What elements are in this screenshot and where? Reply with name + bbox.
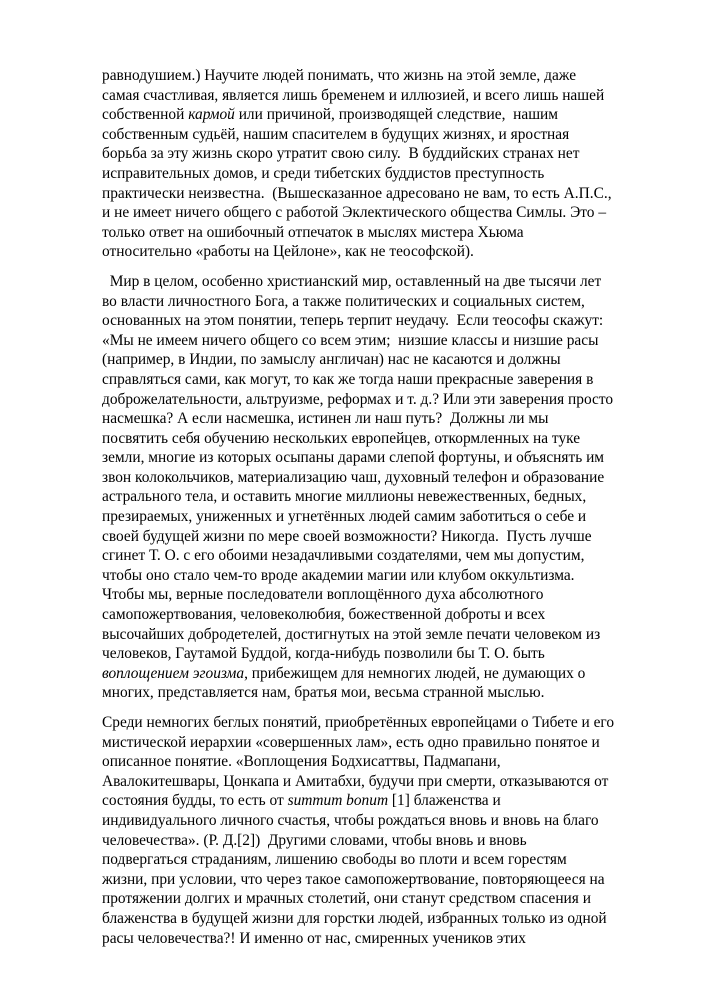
- text-segment: человеков, Гаутамой Буддой, когда-нибудь позволили бы Т. О. быть: [102, 645, 545, 663]
- text-line: [102, 242, 662, 262]
- text-segment: практически неизвестна. (Вышесказанное адресовано не вам, то есть А.П.С.,: [102, 184, 612, 202]
- text-segment: астрального тела, и оставить многие миллионы невежественных, бедных,: [102, 488, 587, 506]
- text-segment: доброжелательности, альтруизме, реформах и т. д.? Или эти заверения просто: [102, 390, 614, 408]
- text-line: [102, 527, 662, 547]
- text-segment: подвергаться страданиям, лишению свободы во плоти и всем горестям: [102, 851, 567, 869]
- italic-text: кармой: [188, 106, 235, 124]
- text-segment: равнодушием.) Научите людей понимать, что жизнь на этой земле, даже: [102, 67, 577, 84]
- text-segment: жизни, при условии, что через такое самопожертвование, повторяющееся на: [102, 870, 605, 888]
- text-line: [102, 889, 662, 909]
- text-line: [102, 390, 662, 410]
- text-line: [102, 272, 662, 292]
- text-line: [102, 929, 662, 949]
- paragraph-1: [102, 66, 662, 262]
- text-segment: самая счастливая, является лишь бременем и иллюзией, и всего лишь нашей: [102, 86, 605, 104]
- text-line: [102, 644, 662, 664]
- text-segment: звон колокольчиков, материализацию чаш, духовный телефон и образование: [102, 468, 605, 486]
- text-line: [102, 870, 662, 890]
- text-line: [102, 850, 662, 870]
- text-line: [102, 752, 662, 772]
- text-segment: собственной: [102, 106, 189, 124]
- text-line: [102, 546, 662, 566]
- text-segment: Мир в целом, особенно христианский мир, оставленный на две тысячи лет: [102, 272, 602, 290]
- text-line: [102, 203, 662, 223]
- text-line: [102, 566, 662, 586]
- text-line: [102, 429, 662, 449]
- text-segment: «Мы не имеем ничего общего со всем этим; низшие классы и низшие расы: [102, 331, 599, 349]
- text-segment: справляться сами, как могут, то как же тогда наши прекрасные заверения в: [102, 370, 594, 388]
- text-line: [102, 164, 662, 184]
- text-line: [102, 448, 662, 468]
- text-segment: своей будущей жизни по мере своей возможности? Никогда. Пусть лучше: [102, 527, 592, 545]
- text-line: [102, 811, 662, 831]
- text-segment: (например, в Индии, по замыслу англичан) нас не касаются и должны: [102, 351, 561, 369]
- text-line: [102, 831, 662, 851]
- text-segment: расы человечества?! И именно от нас, смиренных учеников этих: [102, 929, 526, 947]
- text-line: [102, 331, 662, 351]
- text-segment: Чтобы мы, верные последователи воплощённого духа абсолютного: [102, 586, 544, 604]
- text-segment: сгинет Т. О. с его обоими незадачливыми создателями, чем мы допустим,: [102, 547, 585, 565]
- text-segment: собственным судьёй, нашим спасителем в будущих жизнях, и яростная: [102, 125, 570, 143]
- text-line: [102, 683, 662, 703]
- text-line: [102, 585, 662, 605]
- text-segment: или причиной, производящей следствие, нашим: [234, 106, 559, 124]
- text-segment: мистической иерархии «совершенных лам», есть одно правильно понятое и: [102, 733, 600, 751]
- text-segment: насмешка? А если насмешка, истинен ли наш путь? Должны ли мы: [102, 410, 549, 428]
- text-segment: состояния будды, то есть от: [102, 792, 288, 810]
- text-line: [102, 125, 662, 145]
- paragraph-3: [102, 713, 662, 948]
- text-line: [102, 86, 662, 106]
- text-segment: основанных на этом понятии, теперь терпит неудачу. Если теософы скажут:: [102, 312, 604, 330]
- text-line: [102, 223, 662, 243]
- text-line: [102, 292, 662, 312]
- text-segment: блаженства в будущей жизни для горстки людей, избранных только из одной: [102, 909, 607, 927]
- text-segment: высочайших добродетелей, достигнутых на этой земле печати человеком из: [102, 625, 601, 643]
- text-line: [102, 605, 662, 625]
- text-line: [102, 791, 662, 811]
- text-segment: Среди немногих беглых понятий, приобретённых европейцами о Тибете и его: [102, 714, 615, 731]
- text-line: [102, 733, 662, 753]
- text-line: [102, 144, 662, 164]
- text-segment: посвятить себя обучению нескольких европейцев, откормленных на туке: [102, 429, 581, 447]
- italic-text: summum bonum: [287, 792, 389, 810]
- text-segment: и не имеет ничего общего с работой Эклектического общества Симлы. Это –: [102, 204, 607, 222]
- text-segment: индивидуального личного счастья, чтобы рождаться вновь и вновь на благо: [102, 811, 599, 829]
- text-line: [102, 507, 662, 527]
- text-line: [102, 487, 662, 507]
- text-segment: самопожертвования, человеколюбия, божественной доброты и всех: [102, 606, 546, 624]
- paragraph-2: [102, 272, 662, 703]
- text-segment: описанное понятие. «Воплощения Бодхисаттвы, Падмапани,: [102, 753, 501, 771]
- text-line: [102, 664, 662, 684]
- text-segment: только ответ на ошибочный отпечаток в мыслях мистера Хьюма: [102, 223, 524, 241]
- text-line: [102, 468, 662, 488]
- text-line: [102, 311, 662, 331]
- document-page: [102, 66, 662, 948]
- text-line: [102, 772, 662, 792]
- text-segment: земли, многие из которых осыпаны дарами слепой фортуны, и объяснять им: [102, 449, 605, 467]
- text-segment: , прибежищем для немногих людей, не думающих о: [244, 664, 586, 682]
- text-line: [102, 409, 662, 429]
- text-line: [102, 66, 662, 86]
- text-line: [102, 184, 662, 204]
- text-segment: человечества». (Р. Д.[2]) Другими словами, чтобы вновь и вновь: [102, 831, 527, 849]
- text-line: [102, 909, 662, 929]
- text-line: [102, 625, 662, 645]
- text-segment: Авалокитешвары, Цонкапа и Амитабхи, будучи при смерти, отказываются от: [102, 772, 609, 790]
- text-line: [102, 105, 662, 125]
- text-segment: многих, представляется нам, братья мои, весьма странной мыслью.: [102, 684, 545, 702]
- text-segment: исправительных домов, и среди тибетских буддистов преступность: [102, 164, 545, 182]
- italic-text: воплощением эгоизма: [102, 664, 245, 682]
- text-line: [102, 370, 662, 390]
- text-segment: протяжении долгих и мрачных столетий, они станут средством спасения и: [102, 890, 591, 908]
- text-line: [102, 350, 662, 370]
- text-segment: [1] блаженства и: [388, 792, 501, 810]
- text-segment: чтобы оно стало чем-то вроде академии магии или клубом оккультизма.: [102, 566, 575, 584]
- text-segment: относительно «работы на Цейлоне», как не теософской).: [102, 243, 474, 261]
- text-segment: борьба за эту жизнь скоро утратит свою силу. В буддийских странах нет: [102, 145, 580, 163]
- text-line: [102, 713, 662, 733]
- text-segment: во власти личностного Бога, а также политических и социальных систем,: [102, 292, 585, 310]
- text-segment: презираемых, униженных и угнетённых людей самим заботиться о себе и: [102, 508, 587, 526]
